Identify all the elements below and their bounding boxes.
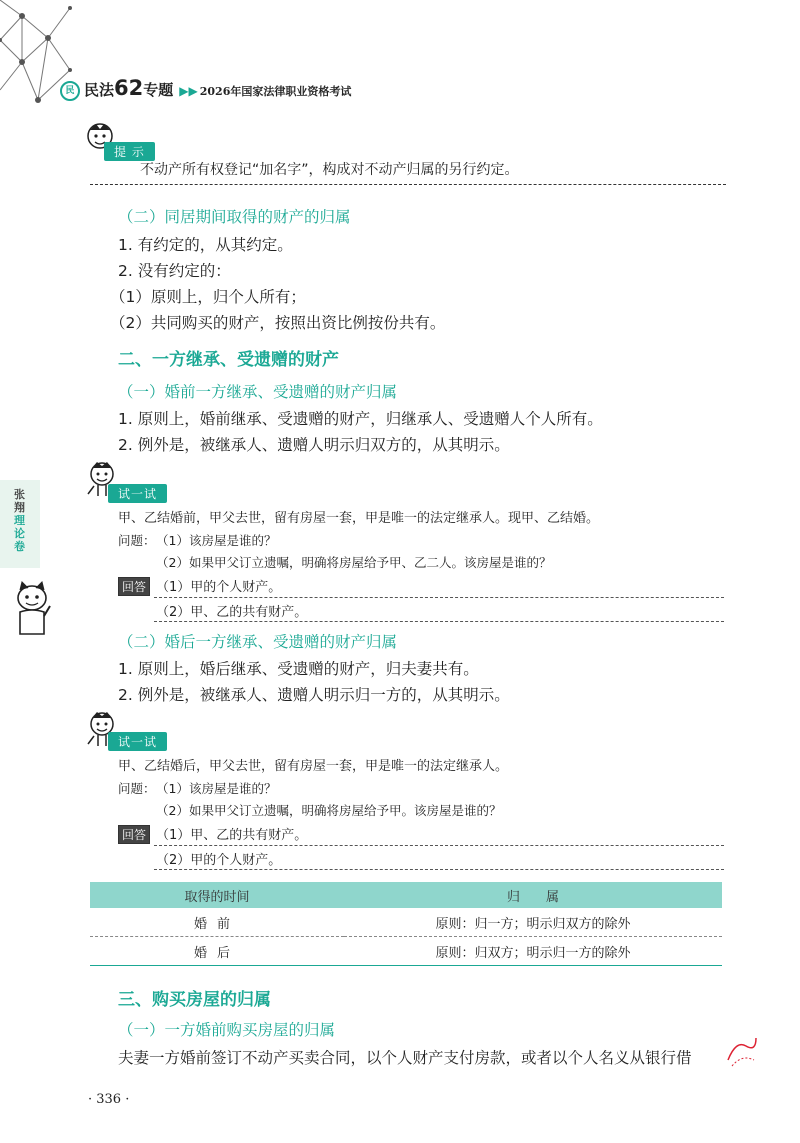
book-logo: 民	[60, 81, 80, 101]
table-header-cell: 归 属	[344, 882, 722, 908]
try2-question-1: （1）该房屋是谁的？	[156, 781, 277, 796]
answer-divider	[154, 621, 724, 622]
header-title-suffix: 专题	[143, 81, 174, 99]
red-scribble-mark	[724, 1030, 760, 1074]
table-cell: 婚前	[90, 908, 344, 937]
header-title-number: 62	[114, 76, 144, 100]
table-header-cell: 取得的时间	[90, 882, 344, 908]
table-row	[90, 937, 722, 966]
section-two-sub2-heading: （二）婚后一方继承、受遗赠的财产归属	[118, 633, 398, 651]
try2-answer-label: 回答	[118, 824, 150, 844]
try2-answer-2: （2）甲的个人财产。	[156, 853, 282, 868]
running-header	[60, 76, 351, 101]
try1-question-1: （1）该房屋是谁的？	[156, 533, 277, 548]
section-three-text: 夫妻一方婚前签订不动产买卖合同，以个人财产支付房款，或者以个人名义从银行借	[118, 1049, 692, 1067]
table-cell: 原则：归一方；明示归双方的除外	[344, 908, 722, 937]
hint-text: 不动产所有权登记“加名字”，构成对不动产归属的另行约定。	[140, 162, 519, 178]
header-exam-name: 2026年国家法律职业资格考试	[199, 85, 352, 98]
try1-answer-1: （1）甲的个人财产。	[156, 580, 282, 595]
section-cohab-heading: （二）同居期间取得的财产的归属	[118, 208, 351, 226]
section-three-sub1-heading: （一）一方婚前购买房屋的归属	[118, 1021, 336, 1039]
header-title-prefix: 民法	[84, 81, 115, 99]
section-two-heading: 二、一方继承、受遗赠的财产	[118, 350, 339, 370]
answer-divider	[154, 845, 724, 846]
section-three-heading: 三、购买房屋的归属	[118, 990, 271, 1010]
side-tab-char: 张	[14, 488, 25, 501]
header-arrows-icon: ▶▶	[179, 84, 198, 98]
answer-divider	[154, 597, 724, 598]
try2-case: 甲、乙结婚后，甲父去世，留有房屋一套，甲是唯一的法定继承人。	[118, 759, 509, 774]
list-item: 1. 有约定的，从其约定。	[118, 236, 293, 254]
answer-divider	[154, 869, 724, 870]
side-tab-char: 翔	[14, 501, 25, 514]
try2-label: 试一试	[108, 731, 167, 751]
table-header-row	[90, 882, 722, 908]
page-number: · 336 ·	[88, 1092, 130, 1107]
try1-question-label: 问题：	[118, 533, 156, 548]
table-cell: 原则：归双方；明示归一方的除外	[344, 937, 722, 966]
try2-question-label: 问题：	[118, 781, 156, 796]
try1-label: 试一试	[108, 483, 167, 503]
try1-answer-label: 回答	[118, 576, 150, 596]
side-tab-char: 理	[14, 514, 25, 527]
cartoon-cat-icon	[10, 580, 52, 638]
try1-answer-2: （2）甲、乙的共有财产。	[156, 605, 308, 620]
table-cell: 婚后	[90, 937, 344, 966]
section-two-sub1-heading: （一）婚前一方继承、受遗赠的财产归属	[118, 383, 398, 401]
hint-divider	[90, 184, 726, 185]
try2-answer-1: （1）甲、乙的共有财产。	[156, 828, 308, 843]
try1-case: 甲、乙结婚前，甲父去世，留有房屋一套，甲是唯一的法定继承人。现甲、乙结婚。	[118, 511, 600, 526]
list-item: （2）共同购买的财产，按照出资比例按份共有。	[110, 314, 446, 332]
try2-question-2: （2）如果甲父订立遗嘱，明确将房屋给予甲。该房屋是谁的？	[156, 803, 502, 818]
side-tab-char: 论	[14, 527, 25, 540]
list-item: （1）原则上，归个人所有；	[110, 288, 306, 306]
list-item: 1. 原则上，婚前继承、受遗赠的财产，归继承人、受遗赠人个人所有。	[118, 410, 603, 428]
list-item: 2. 没有约定的：	[118, 262, 231, 280]
hint-label: 提 示	[104, 141, 155, 161]
side-tab-char: 卷	[14, 540, 25, 553]
list-item: 2. 例外是，被继承人、遗赠人明示归双方的，从其明示。	[118, 436, 510, 454]
side-tab	[0, 480, 40, 568]
summary-table	[90, 882, 722, 966]
table-row	[90, 908, 722, 937]
list-item: 1. 原则上，婚后继承、受遗赠的财产，归夫妻共有。	[118, 660, 479, 678]
list-item: 2. 例外是，被继承人、遗赠人明示归一方的，从其明示。	[118, 686, 510, 704]
try1-question-2: （2）如果甲父订立遗嘱，明确将房屋给予甲、乙二人。该房屋是谁的？	[156, 555, 552, 570]
